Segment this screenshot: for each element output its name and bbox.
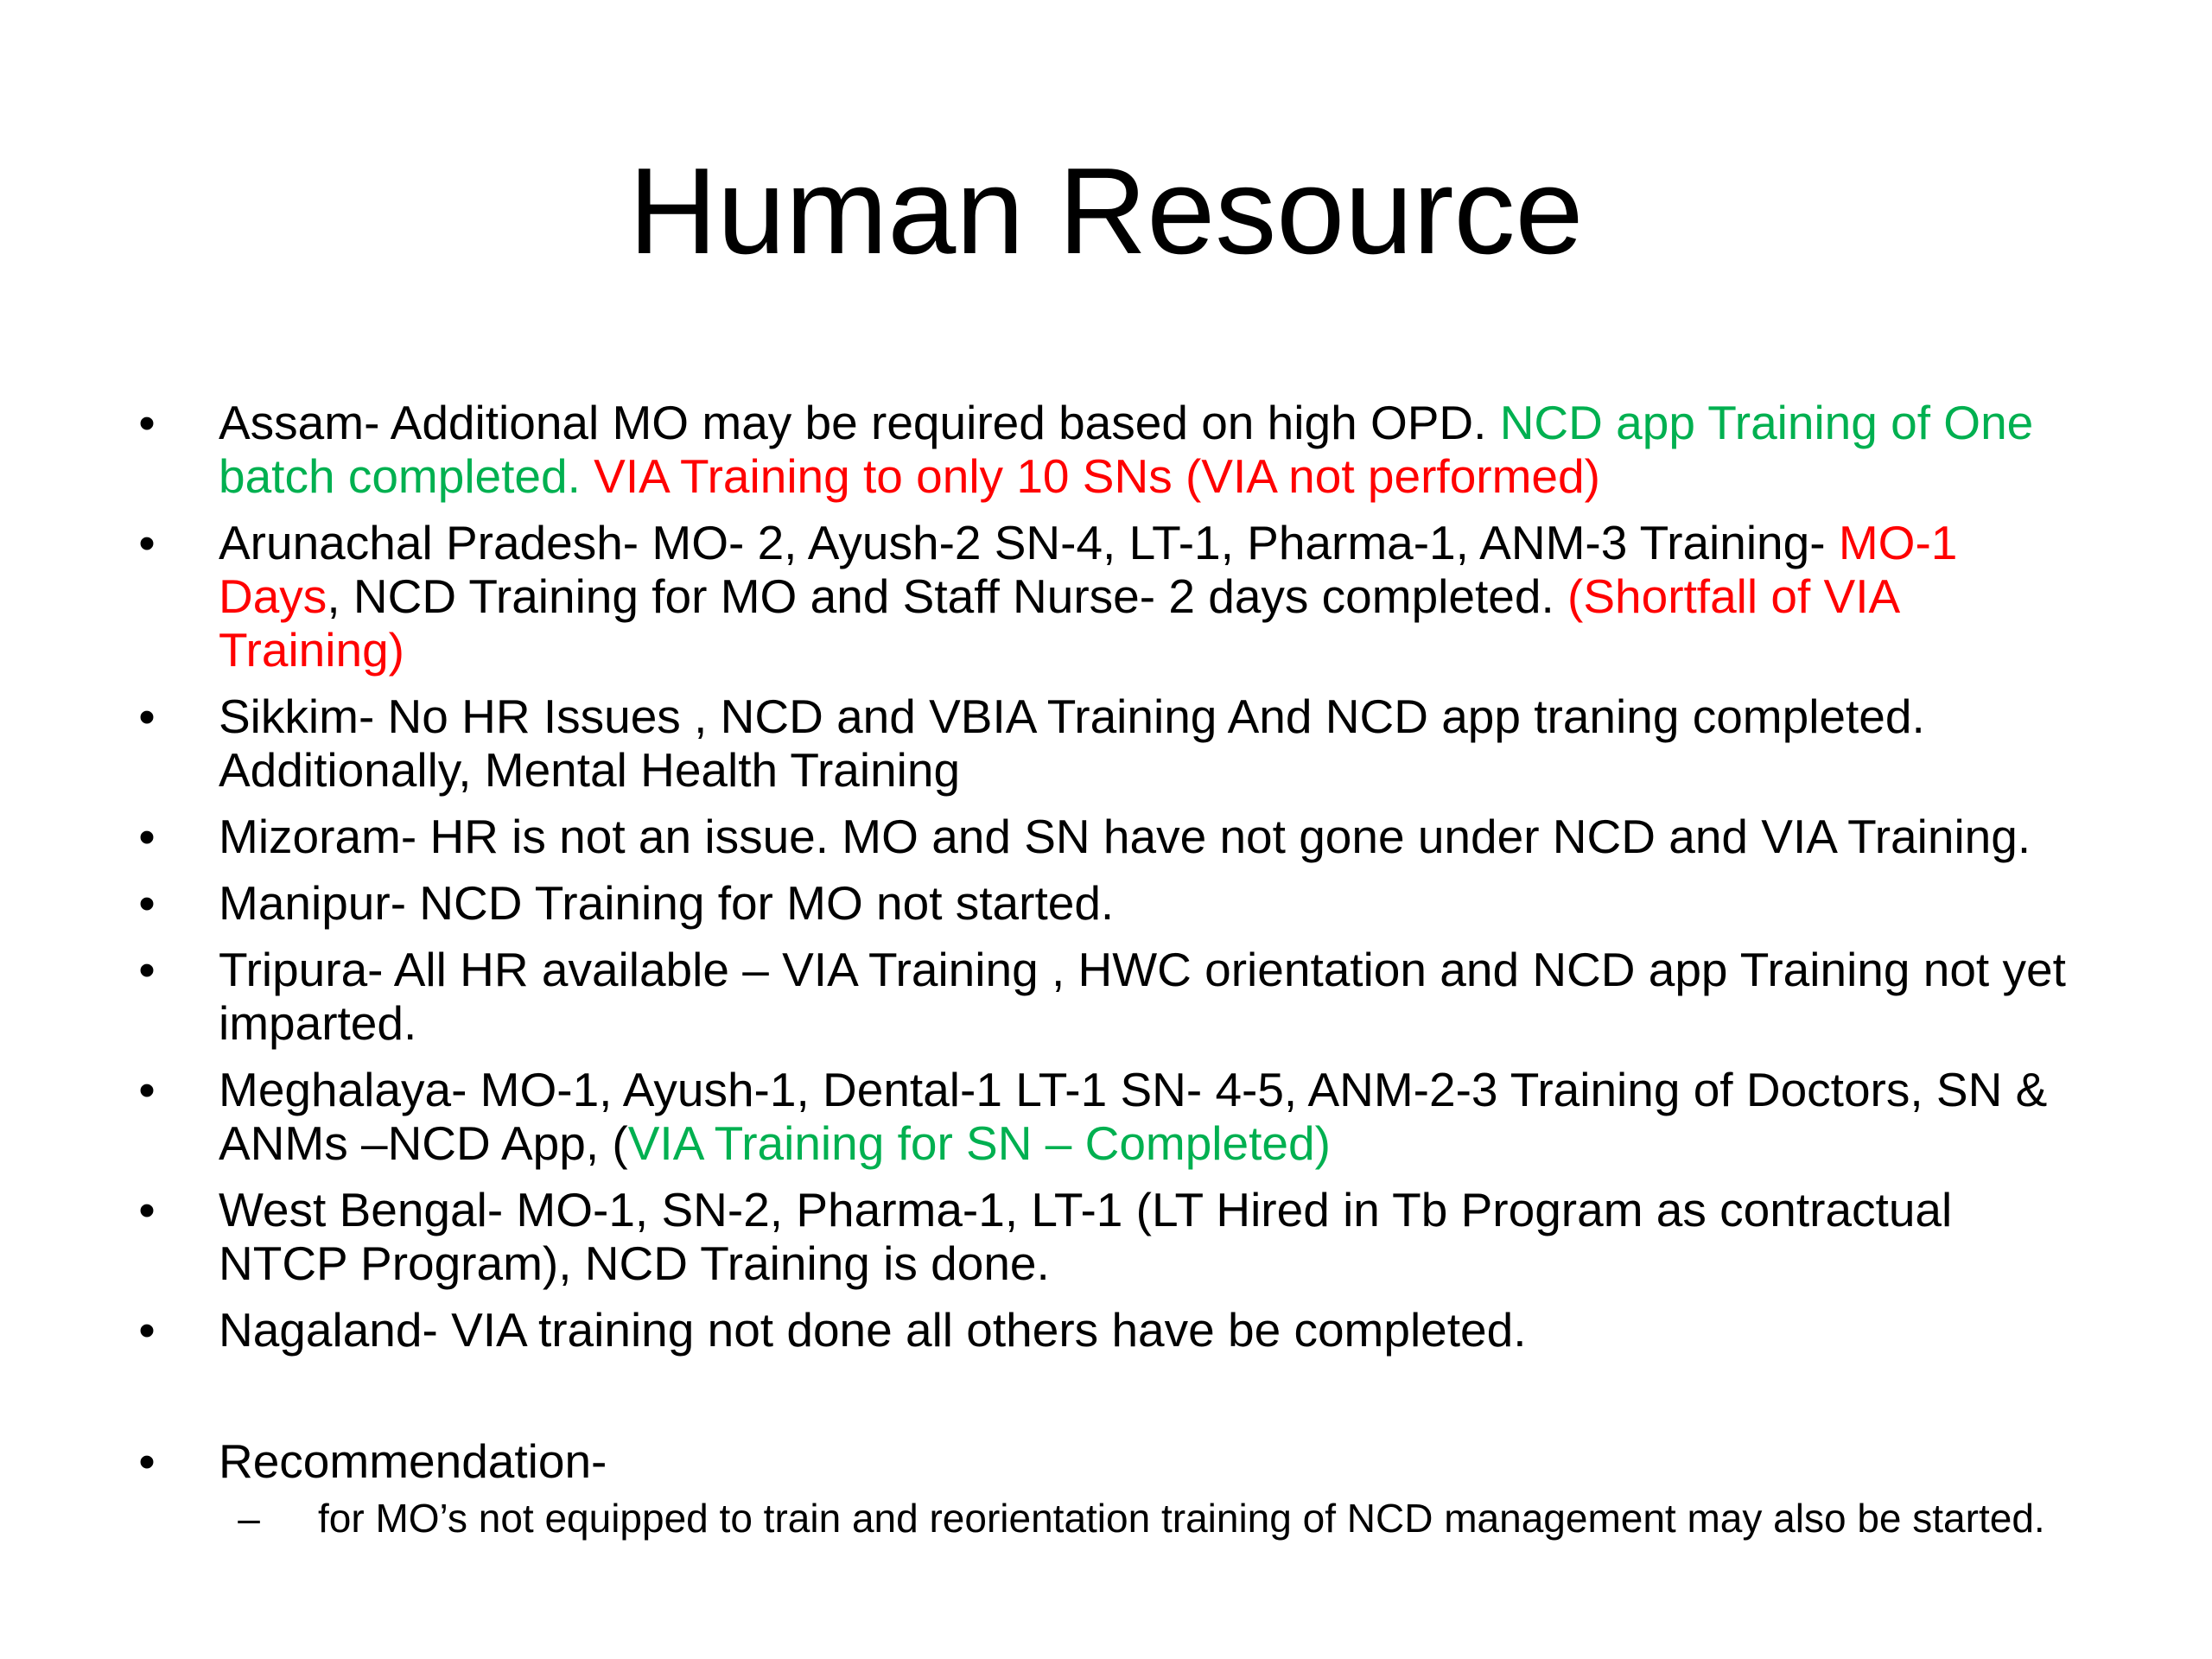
text-segment: Tripura- All HR available – VIA Training , HWC orientation and NCD app Training not yet imparted. [219, 943, 2066, 1050]
text-segment: MO-1 Days [219, 516, 1958, 623]
text-segment: Manipur- NCD Training for MO not started. [219, 876, 1115, 930]
bullet-text [219, 1303, 1527, 1357]
bullet-item-tripura [130, 943, 2082, 1050]
bullet-marker: • [138, 1303, 156, 1357]
bullet-item-assam [130, 396, 2082, 503]
sub-item-text: for MO’s not equipped to train and reorientation training of NCD management may also be started. [318, 1496, 2045, 1541]
bullet-marker: • [138, 876, 156, 930]
text-segment: Nagaland- VIA training not done all others have be completed. [219, 1303, 1527, 1357]
bullet-item-nagaland [130, 1303, 2082, 1357]
bullet-item-meghalaya [130, 1063, 2082, 1170]
bullet-marker: • [138, 1063, 156, 1116]
text-segment: (Shortfall of VIA Training) [219, 569, 1898, 677]
text-segment: Sikkim- No HR Issues , NCD and VBIA Training And NCD app traning completed. Additionally, Mental Health Training [219, 690, 1925, 797]
text-segment: VIA Training for SN – Completed) [627, 1116, 1331, 1170]
bullet-marker: • [138, 1434, 156, 1488]
bullet-text [219, 943, 2066, 1050]
text-segment: VIA Training to only 10 SNs (VIA not performed) [594, 449, 1600, 503]
recommendation-sub-item [219, 1497, 2082, 1541]
recommendation-sub-list [219, 1497, 2082, 1541]
text-segment: West Bengal- MO-1, SN-2, Pharma-1, LT-1 (LT Hired in Tb Program as contractual NTCP Program), NCD Training is done. [219, 1183, 1953, 1290]
bullet-text [219, 1183, 1952, 1290]
bullet-item-west-bengal [130, 1183, 2082, 1290]
bullet-list [130, 396, 2082, 1554]
bullet-text [219, 810, 2031, 863]
bullet-marker: • [138, 516, 156, 569]
bullet-item-arunachal-pradesh [130, 516, 2082, 677]
bullet-item-manipur [130, 876, 2082, 930]
bullet-marker: • [138, 810, 156, 863]
bullet-marker: • [138, 396, 156, 449]
bullet-marker: • [138, 1183, 156, 1236]
bullet-text [219, 690, 1925, 797]
bullet-marker: • [138, 943, 156, 996]
bullet-item-sikkim [130, 690, 2082, 797]
bullet-item-recommendation [130, 1434, 2082, 1541]
text-segment: Assam- Additional MO may be required based on high OPD. [219, 396, 1500, 449]
text-segment: Mizoram- HR is not an issue. MO and SN have not gone under NCD and VIA Training. [219, 810, 2031, 863]
recommendation-label: Recommendation- [219, 1434, 607, 1488]
bullet-marker: • [138, 690, 156, 743]
bullet-item-mizoram [130, 810, 2082, 863]
text-segment: Meghalaya- MO-1, Ayush-1, Dental-1 LT-1 SN- 4-5, ANM-2-3 Training of Doctors, SN & ANMs –NCD App, ( [219, 1063, 2048, 1170]
text-segment: Arunachal Pradesh- MO- 2, Ayush-2 SN-4, LT-1, Pharma-1, ANM-3 Training- [219, 516, 1839, 569]
text-segment: NCD app Training of One batch completed. [219, 396, 2034, 503]
bullet-text [219, 516, 1957, 677]
text-segment: , NCD Training for MO and Staff Nurse- 2 days completed. [327, 569, 1568, 623]
bullet-text [219, 876, 1114, 930]
slide-title: Human Resource [628, 143, 1584, 280]
dash-marker: – [238, 1496, 260, 1541]
bullet-text [219, 1063, 2047, 1170]
bullet-text [219, 396, 2033, 503]
